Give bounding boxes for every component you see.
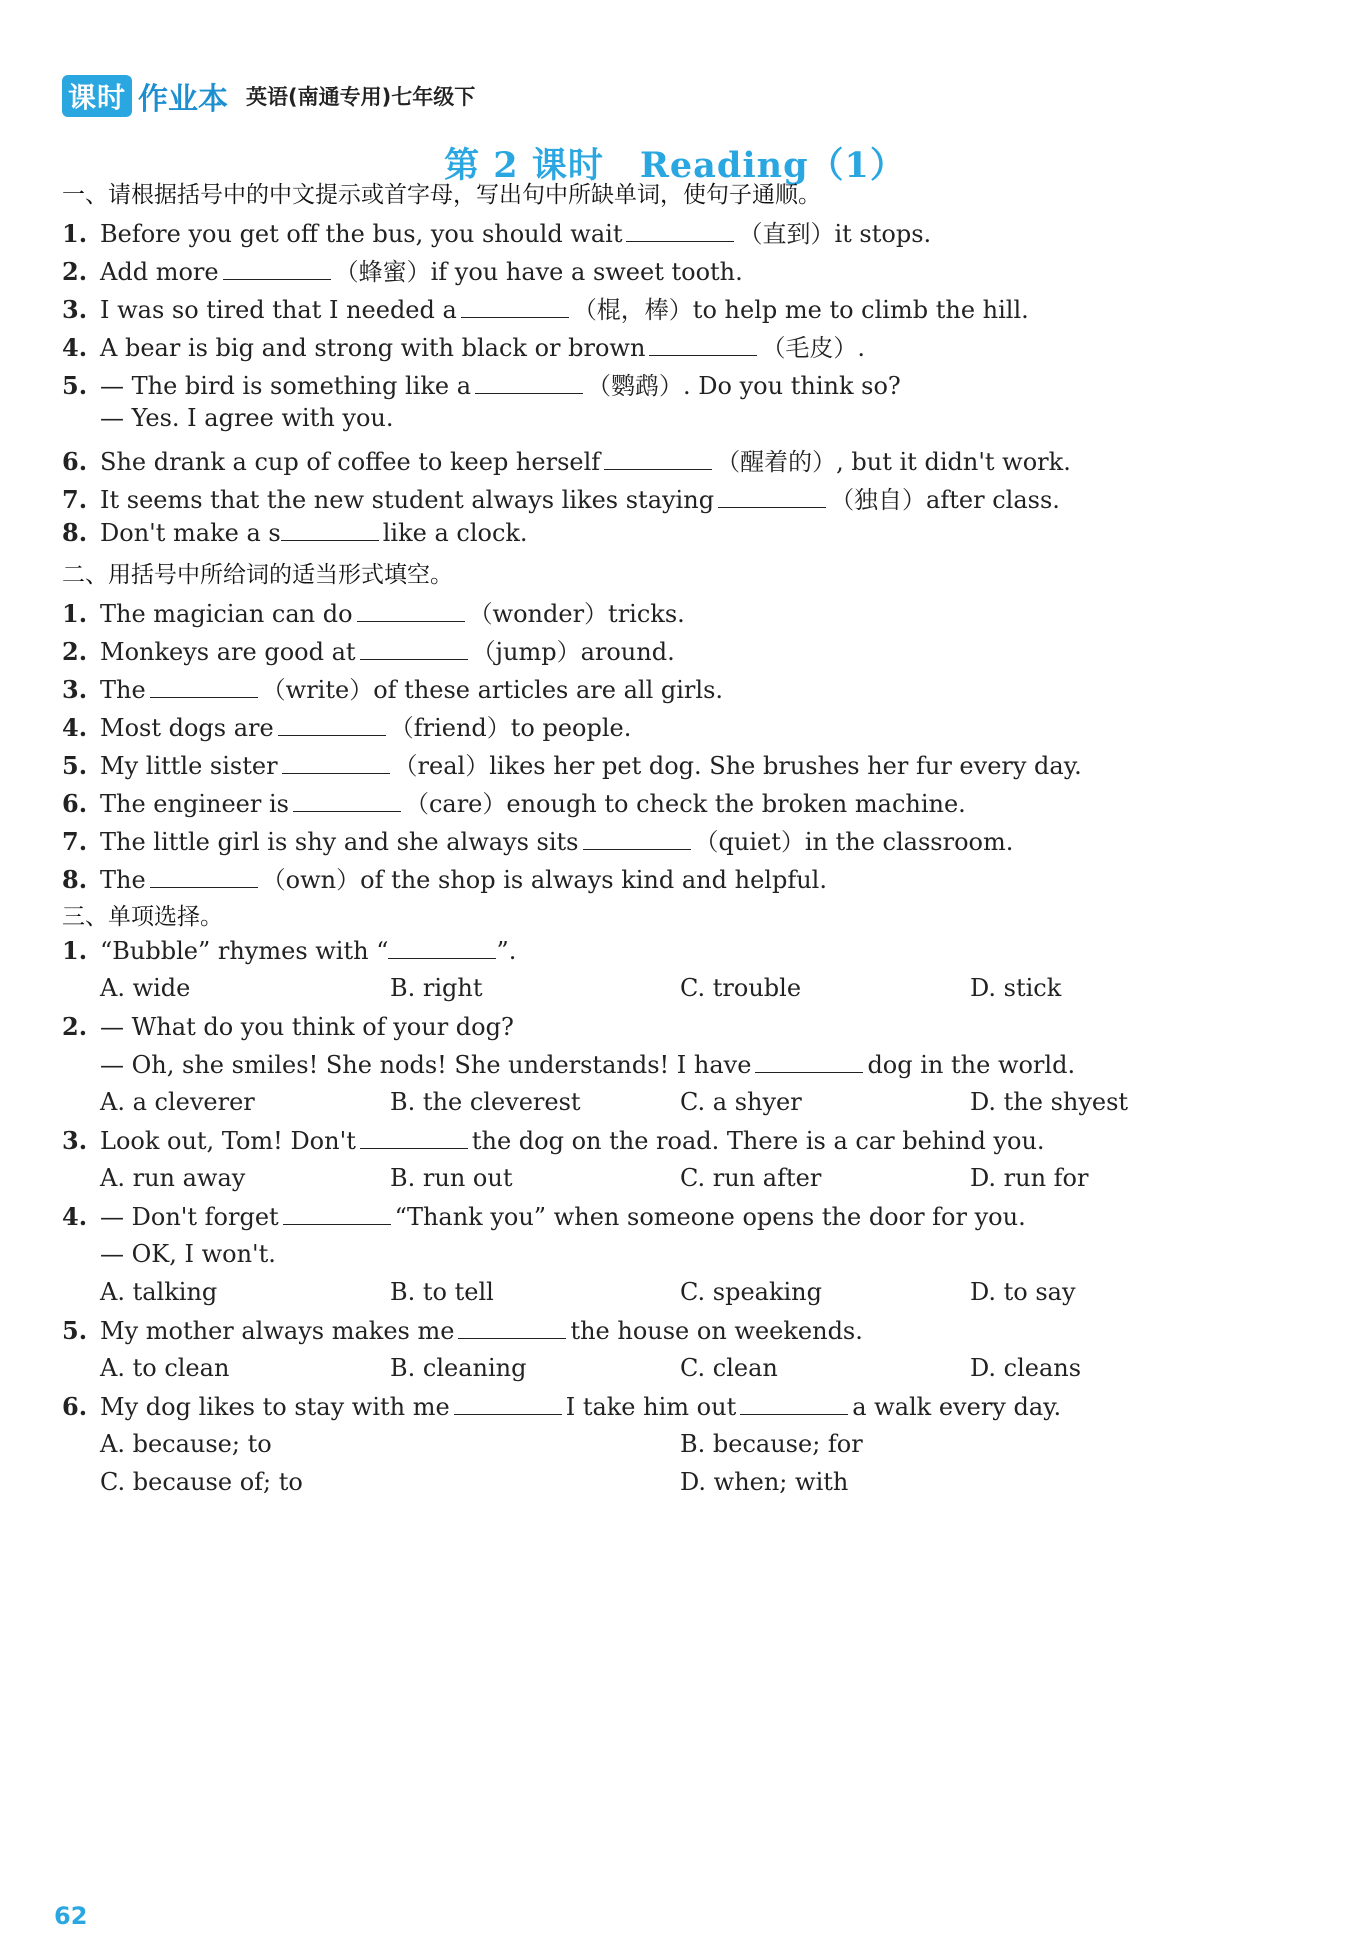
s2-question-1: 1. The magician can do （wonder）tricks.	[62, 599, 685, 628]
option-b[interactable]: B. because; for	[680, 1430, 863, 1458]
s2-question-3: 3. The （write）of these articles are all girls.	[62, 675, 724, 704]
answer-blank[interactable]	[458, 1316, 566, 1339]
answer-blank[interactable]	[360, 1126, 468, 1149]
s1-question-5-reply: — Yes. I agree with you.	[100, 404, 394, 432]
option-a[interactable]: A. talking	[100, 1278, 218, 1306]
option-c[interactable]: C. speaking	[680, 1278, 822, 1306]
s1-question-5: 5. — The bird is something like a （鹦鹉）. Do you think so?	[62, 371, 901, 400]
s1-question-7: 7. It seems that the new student always likes staying （独自）after class.	[62, 485, 1060, 514]
s1-question-2: 2. Add more （蜂蜜）if you have a sweet tooth.	[62, 257, 743, 286]
answer-blank[interactable]	[388, 936, 496, 959]
s3-question-2: 2. — What do you think of your dog?	[62, 1012, 514, 1041]
s3-question-4: 4. — Don't forget “Thank you” when someone opens the door for you.	[62, 1202, 1026, 1231]
s2-question-4: 4. Most dogs are （friend）to people.	[62, 713, 632, 742]
answer-blank[interactable]	[475, 371, 583, 394]
option-a[interactable]: A. run away	[100, 1164, 246, 1192]
book-logo: 课时	[62, 75, 132, 117]
s3-question-6: 6. My dog likes to stay with me I take him out a walk every day.	[62, 1392, 1062, 1421]
s3-question-5: 5. My mother always makes me the house on weekends.	[62, 1316, 863, 1345]
subject-label: 英语(南通专用)七年级下	[246, 85, 476, 109]
s2-question-7: 7. The little girl is shy and she always sits （quiet）in the classroom.	[62, 827, 1014, 856]
s2-question-6: 6. The engineer is （care）enough to check the broken machine.	[62, 789, 966, 818]
option-d[interactable]: D. to say	[970, 1278, 1076, 1306]
s2-question-8: 8. The （own）of the shop is always kind and helpful.	[62, 865, 827, 894]
option-a[interactable]: A. wide	[100, 974, 191, 1002]
option-b[interactable]: B. right	[390, 974, 483, 1002]
option-d[interactable]: D. when; with	[680, 1468, 849, 1496]
option-a[interactable]: A. to clean	[100, 1354, 230, 1382]
s1-question-6: 6. She drank a cup of coffee to keep herself （醒着的）, but it didn't work.	[62, 447, 1071, 476]
s3-question-2-reply: — Oh, she smiles! She nods! She understands! I have dog in the world.	[100, 1051, 1076, 1079]
option-a[interactable]: A. because; to	[100, 1430, 272, 1458]
option-d[interactable]: D. run for	[970, 1164, 1089, 1192]
page-number: 62	[54, 1902, 88, 1930]
option-b[interactable]: B. run out	[390, 1164, 513, 1192]
option-b[interactable]: B. cleaning	[390, 1354, 527, 1382]
answer-blank[interactable]	[461, 295, 569, 318]
answer-blank[interactable]	[740, 1392, 848, 1415]
answer-blank[interactable]	[454, 1392, 562, 1415]
option-c[interactable]: C. a shyer	[680, 1088, 802, 1116]
option-d[interactable]: D. stick	[970, 974, 1062, 1002]
s1-question-4: 4. A bear is big and strong with black or brown （毛皮）.	[62, 333, 866, 362]
answer-blank[interactable]	[281, 518, 379, 541]
option-c[interactable]: C. run after	[680, 1164, 822, 1192]
option-c[interactable]: C. because of; to	[100, 1468, 303, 1496]
section-2-heading: 二、用括号中所给词的适当形式填空。	[62, 562, 453, 588]
s3-question-1: 1. “Bubble” rhymes with “ ”.	[62, 936, 517, 965]
book-header	[62, 76, 475, 116]
answer-blank[interactable]	[150, 675, 258, 698]
s2-question-5: 5. My little sister （real）likes her pet dog. She brushes her fur every day.	[62, 751, 1082, 780]
answer-blank[interactable]	[283, 1202, 391, 1225]
s1-question-1: 1. Before you get off the bus, you should wait （直到）it stops.	[62, 219, 932, 248]
answer-blank[interactable]	[649, 333, 757, 356]
option-d[interactable]: D. the shyest	[970, 1088, 1129, 1116]
book-logo-text: 作业本	[138, 82, 229, 117]
answer-blank[interactable]	[223, 257, 331, 280]
option-b[interactable]: B. the cleverest	[390, 1088, 581, 1116]
option-b[interactable]: B. to tell	[390, 1278, 494, 1306]
answer-blank[interactable]	[583, 827, 691, 850]
section-3-heading: 三、单项选择。	[62, 904, 223, 930]
answer-blank[interactable]	[718, 485, 826, 508]
answer-blank[interactable]	[626, 219, 734, 242]
s2-question-2: 2. Monkeys are good at （jump）around.	[62, 637, 675, 666]
answer-blank[interactable]	[357, 599, 465, 622]
s1-question-8: 8. Don't make a s like a clock.	[62, 518, 528, 547]
answer-blank[interactable]	[755, 1050, 863, 1073]
answer-blank[interactable]	[278, 713, 386, 736]
section-1-heading: 一、请根据括号中的中文提示或首字母，写出句中所缺单词，使句子通顺。	[62, 182, 821, 208]
option-c[interactable]: C. clean	[680, 1354, 778, 1382]
option-c[interactable]: C. trouble	[680, 974, 802, 1002]
s3-question-4-reply: — OK, I won't.	[100, 1240, 276, 1268]
s3-question-3: 3. Look out, Tom! Don't the dog on the road. There is a car behind you.	[62, 1126, 1045, 1155]
option-d[interactable]: D. cleans	[970, 1354, 1082, 1382]
lesson-title: 第 2 课时 Reading（1）	[444, 145, 906, 186]
s1-question-3: 3. I was so tired that I needed a （棍，棒）to help me to climb the hill.	[62, 295, 1029, 324]
answer-blank[interactable]	[604, 447, 712, 470]
option-a[interactable]: A. a cleverer	[100, 1088, 255, 1116]
answer-blank[interactable]	[360, 637, 468, 660]
answer-blank[interactable]	[150, 865, 258, 888]
answer-blank[interactable]	[293, 789, 401, 812]
answer-blank[interactable]	[282, 751, 390, 774]
